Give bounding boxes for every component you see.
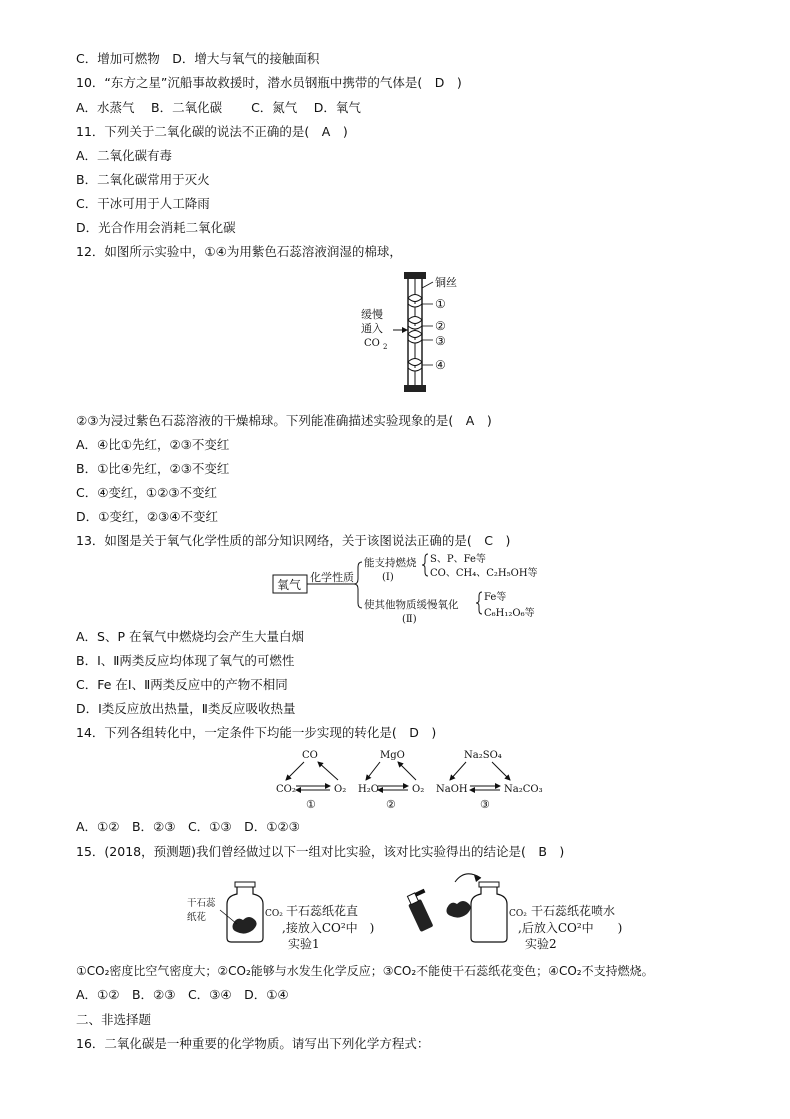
q11-stem: 11．下列关于二氧化碳的说法不正确的是( A )	[76, 124, 348, 139]
branch-2-label: 使其他物质缓慢氧化	[364, 599, 459, 611]
marker-4: ④	[435, 358, 446, 372]
q11-option-b: B．二氧化碳常用于灭火	[76, 172, 210, 187]
g1-top: CO	[302, 750, 318, 761]
q15-stem: 15．(2018，预测题)我们曾经做过以下一组对比实验，该对比实验得出的结论是( B )	[76, 844, 565, 859]
g2-top: MgO	[380, 750, 405, 761]
q13-option-d: D．Ⅰ类反应放出热量，Ⅱ类反应吸收热量	[76, 701, 296, 716]
exp1-text-1: 干石蕊纸花直	[286, 904, 359, 918]
q11-option-d: D．光合作用会消耗二氧化碳	[76, 220, 236, 235]
q12-option-d: D．①变红，②③④不变红	[76, 509, 218, 524]
q12-option-a: A．④比①先红，②③不变红	[76, 437, 230, 452]
marker-2: ②	[435, 319, 446, 333]
q14-stem: 14．下列各组转化中，一定条件下均能一步实现的转化是( D )	[76, 725, 437, 740]
g3-left: NaOH	[436, 784, 468, 795]
branch-1-items-2: CO、CH₄、C₂H₅OH等	[430, 568, 538, 579]
section-2-heading: 二、非选择题	[76, 1012, 152, 1027]
q14-options: A．①② B．②③ C．①③ D．①②③	[76, 819, 300, 834]
exp2-text-2: ,后放入CO²中 )	[518, 921, 623, 935]
inlet-label-1: 缓慢	[361, 308, 383, 321]
inlet-label-3: CO	[364, 338, 380, 349]
exp1-name: 实验1	[288, 937, 320, 951]
paper-label-2: 纸花	[187, 912, 207, 923]
exp2-text-1: 干石蕊纸花喷水	[531, 904, 616, 918]
branch-1-num: (Ⅰ)	[382, 572, 394, 583]
q12-option-b: B．①比④先红，②③不变红	[76, 461, 230, 476]
q12-figure	[355, 268, 485, 398]
branch-2-items-1: Fe等	[484, 592, 507, 603]
q15-figure	[185, 868, 645, 958]
q10-options: A．水蒸气 B．二氧化碳 C．氮气 D．氧气	[76, 100, 361, 115]
g1-left: CO₂	[276, 784, 296, 795]
marker-3: ③	[435, 334, 446, 348]
q15-statements: ①CO₂密度比空气密度大；②CO₂能够与水发生化学反应；③CO₂不能使干石蕊纸花变色；④CO₂不支持燃烧。	[76, 964, 654, 978]
g2-num: ②	[386, 798, 396, 811]
g1-num: ①	[306, 798, 316, 811]
co2-label-b: CO₂	[509, 909, 527, 919]
q11-option-c: C．干冰可用于人工降雨	[76, 196, 210, 211]
marker-1: ①	[435, 297, 446, 311]
inlet-label-2: 通入	[361, 322, 383, 335]
branch-2-num: (Ⅱ)	[402, 614, 417, 625]
q12-stem: 12．如图所示实验中，①④为用紫色石蕊溶液润湿的棉球，	[76, 244, 402, 259]
g3-right: Na₂CO₃	[504, 784, 543, 795]
q10-stem: 10．“东方之星”沉船事故救援时，潜水员钢瓶中携带的气体是( D )	[76, 75, 462, 90]
q13-option-a: A．S、P 在氧气中燃烧均会产生大量白烟	[76, 629, 304, 644]
branch-2-items-2: C₆H₁₂O₆等	[484, 608, 535, 619]
branch-1-label: 能支持燃烧	[364, 557, 417, 569]
q13-option-b: B．Ⅰ、Ⅱ两类反应均体现了氧气的可燃性	[76, 653, 295, 668]
paper-label-1: 干石蕊	[187, 898, 216, 909]
oxygen-box-label: 氧气	[277, 578, 302, 592]
inlet-label-3-sub: 2	[383, 343, 388, 351]
q11-option-a: A．二氧化碳有毒	[76, 148, 173, 163]
exp2-name: 实验2	[525, 937, 557, 951]
q9-option-c-d: C．增加可燃物 D．增大与氧气的接触面积	[76, 51, 320, 66]
g2-left: H₂O	[358, 784, 379, 795]
q13-stem: 13．如图是关于氧气化学性质的部分知识网络，关于该图说法正确的是( C )	[76, 533, 511, 548]
g1-right: O₂	[334, 784, 347, 795]
g3-top: Na₂SO₄	[464, 750, 502, 761]
q15-options: A．①② B．②③ C．③④ D．①④	[76, 987, 289, 1002]
co2-label-a: CO₂	[265, 909, 283, 919]
copper-wire-label: 铜丝	[435, 276, 457, 289]
branch-1-items-1: S、P、Fe等	[430, 554, 486, 565]
q12-stem-cont: ②③为浸过紫色石蕊溶液的干燥棉球。下列能准确描述实验现象的是( A )	[76, 413, 492, 428]
chem-prop-label: 化学性质	[310, 571, 354, 584]
q12-option-c: C．④变红，①②③不变红	[76, 485, 218, 500]
q14-figure	[270, 746, 560, 812]
g2-right: O₂	[412, 784, 425, 795]
q13-option-c: C．Fe 在Ⅰ、Ⅱ两类反应中的产物不相同	[76, 677, 288, 692]
g3-num: ③	[480, 798, 490, 811]
exp1-text-2: ,接放入CO²中 )	[282, 921, 375, 935]
q13-figure	[270, 550, 570, 628]
q16-stem: 16．二氧化碳是一种重要的化学物质。请写出下列化学方程式：	[76, 1036, 430, 1051]
